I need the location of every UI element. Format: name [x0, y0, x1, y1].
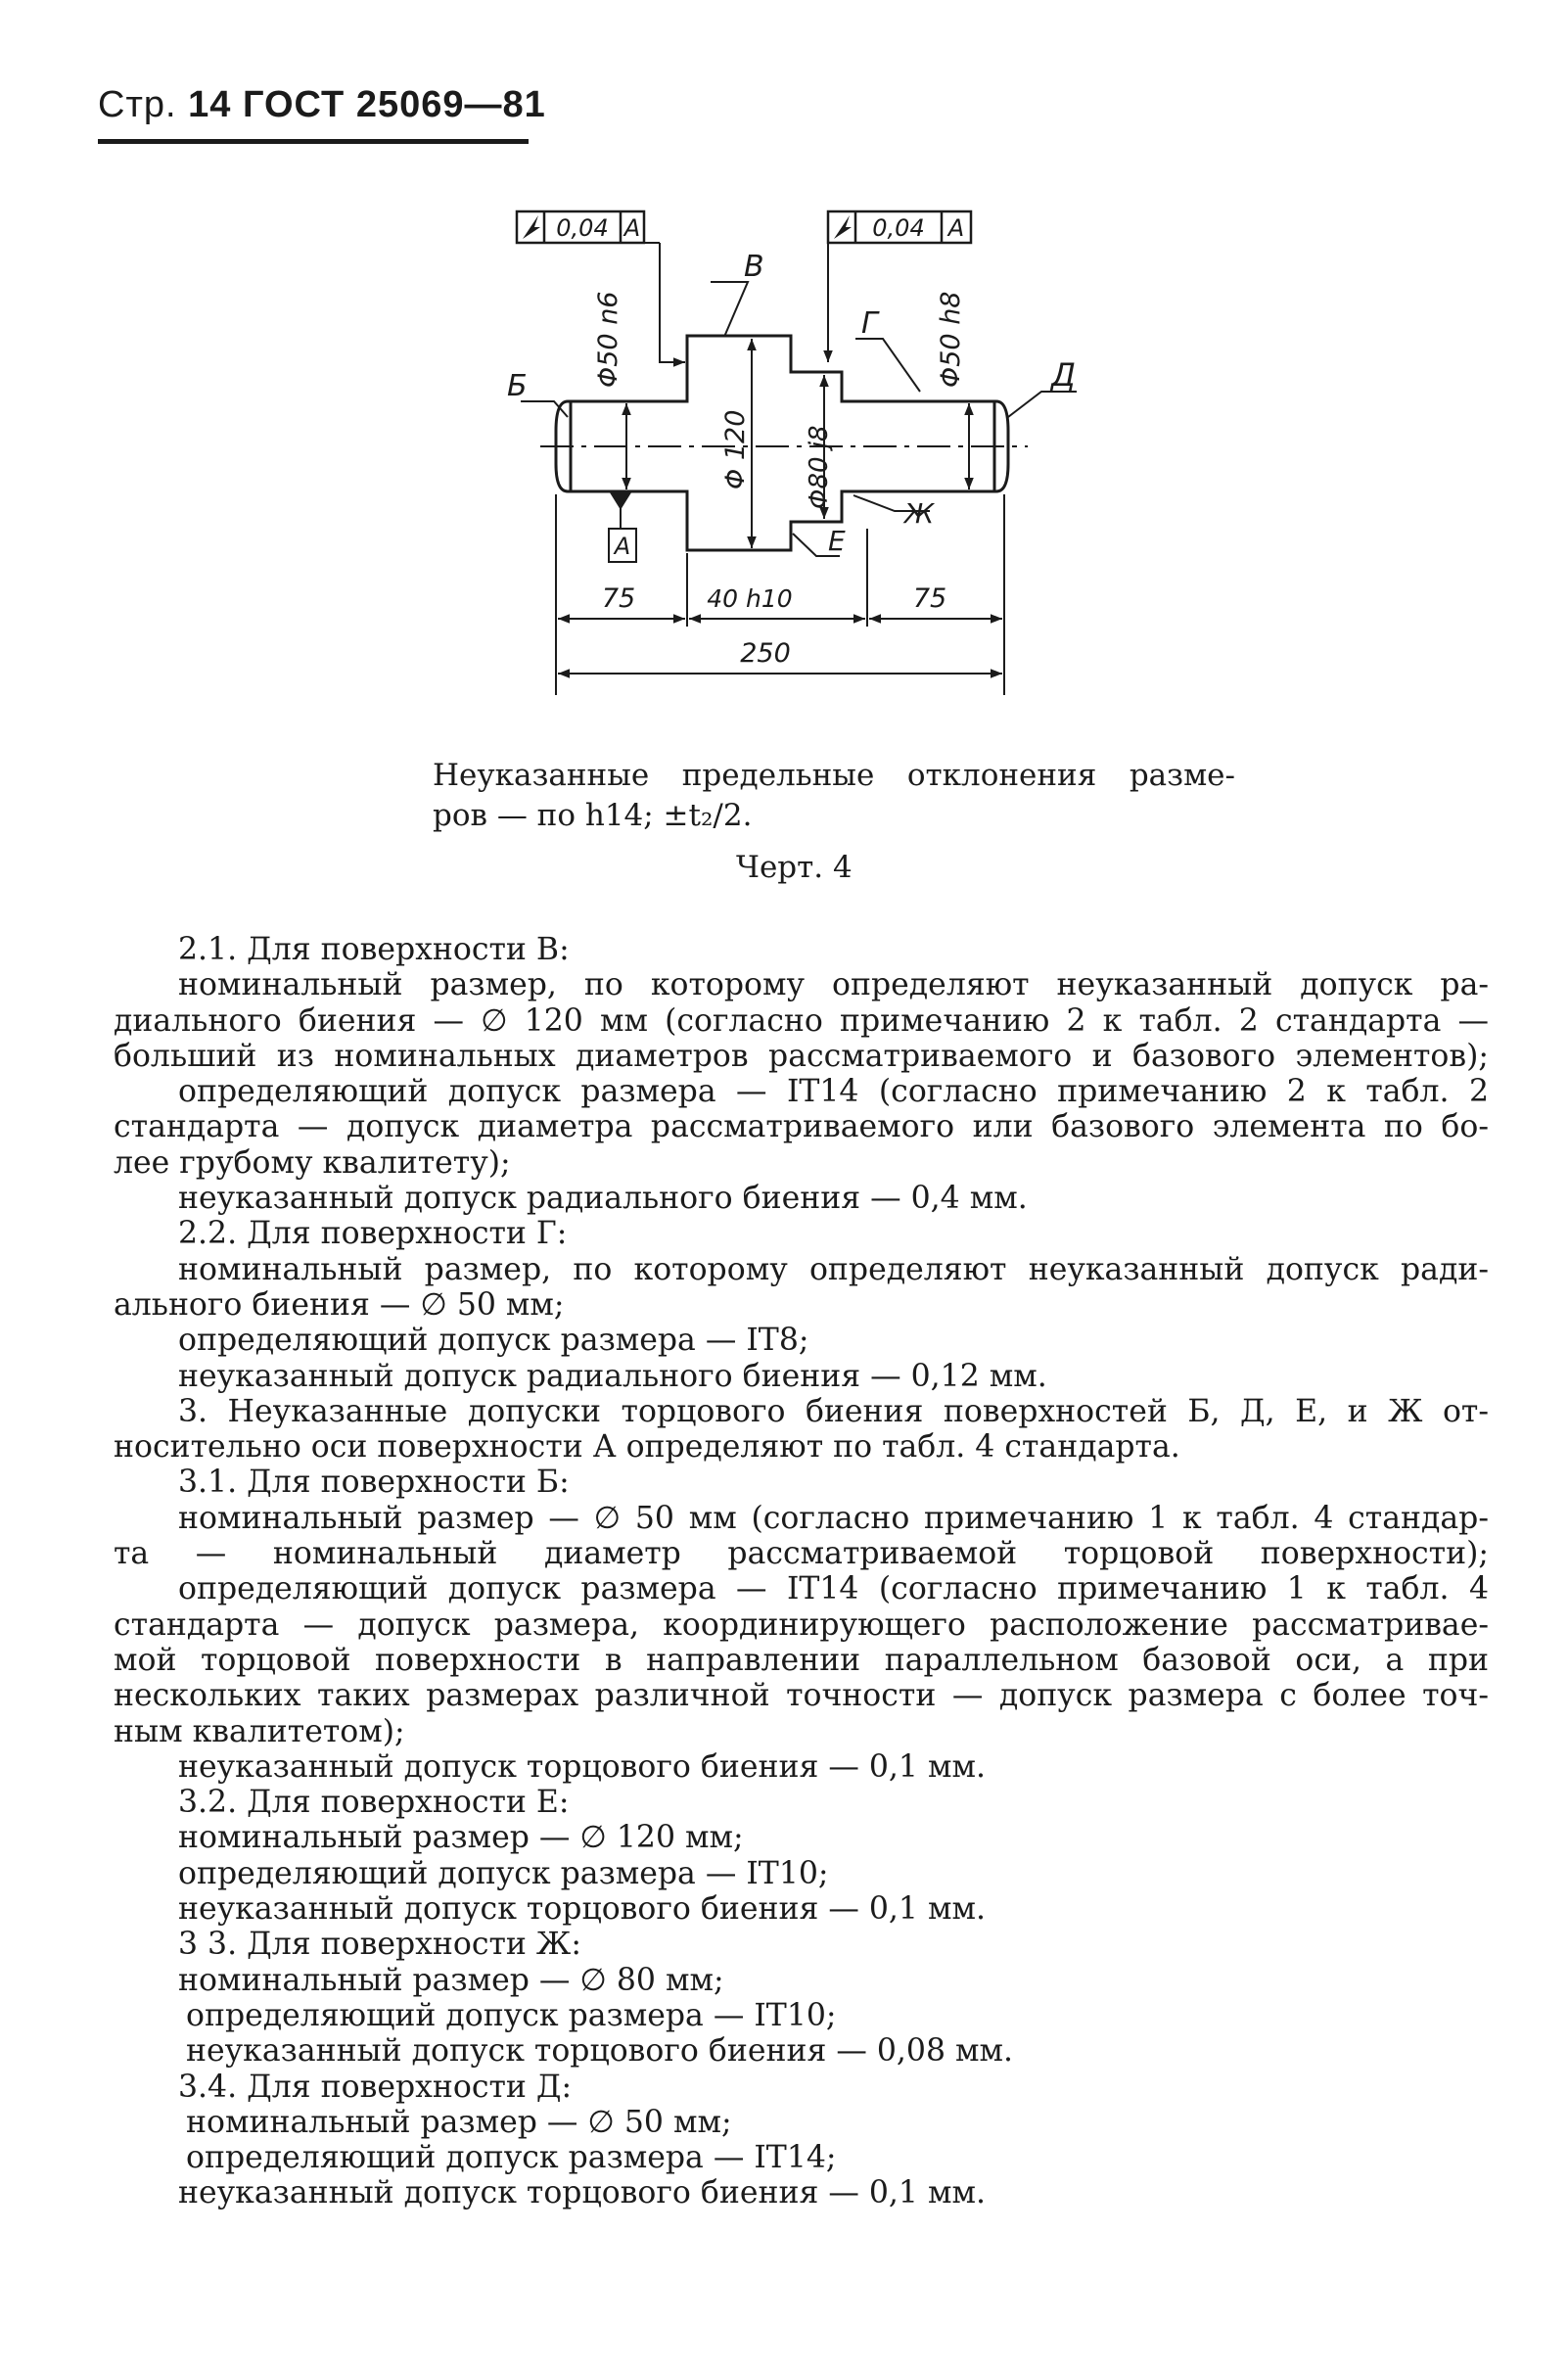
dim-total-length-label: 250: [740, 638, 791, 669]
dim-right-length-label: 75: [912, 583, 947, 614]
runout-symbol-left: [523, 215, 540, 239]
text-line: 2.1. Для поверхности В:: [178, 932, 570, 967]
label-surface-v: В: [744, 250, 764, 284]
text-line: номинальный размер, по которому определяют неуказанный допуск ради-: [178, 1251, 1489, 1287]
body-text: [114, 932, 1489, 2211]
frame-left-datum: А: [623, 214, 641, 242]
text-line: неуказанный допуск радиального биения — 0,4 мм.: [178, 1181, 1028, 1217]
text-line: 3. Неуказанные допуски торцового биения поверхностей Б, Д, Е, и Ж от-: [178, 1393, 1489, 1429]
text-line: та — номинальный диаметр рассматриваемой торцовой поверхности);: [114, 1536, 1489, 1572]
text-line: 2.2. Для поверхности Г:: [178, 1216, 568, 1252]
shaft-drawing: [0, 0, 1568, 744]
text-line: определяющий допуск размера — IT10;: [178, 1855, 829, 1891]
text-line: определяющий допуск размера — IT14;: [186, 2140, 837, 2176]
text-line: номинальный размер — ∅ 80 мм;: [178, 1962, 724, 1998]
dim-right-diameter-label: Φ50 h8: [936, 291, 966, 388]
text-line: определяющий допуск размера — IT14 (согласно примечанию 2 к табл. 2: [178, 1074, 1489, 1110]
label-surface-e: Е: [828, 525, 846, 557]
text-line: нескольких таких размерах различной точности — допуск размера с более точ-: [114, 1678, 1489, 1714]
dim-left-length-label: 75: [601, 583, 636, 614]
dim-center-diameter-label: Φ 120: [720, 409, 751, 489]
text-line: номинальный размер — ∅ 50 мм;: [186, 2104, 732, 2140]
text-line: определяющий допуск размера — IT10;: [186, 1997, 837, 2033]
datum-label: А: [614, 533, 631, 560]
dim-center-length-label: 40 h10: [707, 584, 793, 613]
frame-left-tolerance: 0,04: [556, 214, 609, 242]
text-line: стандарта — допуск диаметра рассматриваемого или базового элемента по бо-: [114, 1109, 1489, 1145]
label-surface-b: Б: [507, 369, 528, 403]
text-line: лее грубому квалитету);: [114, 1144, 511, 1181]
text-line: номинальный размер — ∅ 50 мм (согласно примечанию 1 к табл. 4 стандар-: [178, 1500, 1489, 1536]
standard-number: ГОСТ 25069—81: [242, 84, 546, 125]
caption-line-2: ров — по h14; ±t₂/2.: [433, 798, 753, 833]
text-line: ального биения — ∅ 50 мм;: [114, 1286, 565, 1323]
text-line: 3.2. Для поверхности Е:: [178, 1785, 570, 1821]
text-line: неуказанный допуск радиального биения — 0,12 мм.: [178, 1358, 1047, 1394]
frame-right-datum: А: [947, 214, 965, 242]
dim-collar-diameter-label: Φ80 j8: [805, 425, 834, 509]
text-line: неуказанный допуск торцового биения — 0,08 мм.: [186, 2033, 1014, 2070]
text-line: 3.4. Для поверхности Д:: [178, 2069, 573, 2105]
text-line: номинальный размер — ∅ 120 мм;: [178, 1820, 744, 1856]
text-line: неуказанный допуск торцового биения — 0,1 мм.: [178, 2175, 986, 2211]
text-line: носительно оси поверхности А определяют по табл. 4 стандарта.: [114, 1429, 1180, 1466]
label-surface-d: Д: [1051, 356, 1076, 394]
dim-left-diameter-label: Φ50 n6: [593, 291, 623, 388]
text-line: 3 3. Для поверхности Ж:: [178, 1927, 581, 1963]
label-surface-zh: Ж: [904, 497, 935, 530]
text-line: номинальный размер, по которому определяют неуказанный допуск ра-: [178, 967, 1489, 1003]
text-line: больший из номинальных диаметров рассматриваемого и базового элементов);: [114, 1038, 1489, 1074]
text-line: определяющий допуск размера — IT14 (согласно примечанию 1 к табл. 4: [178, 1571, 1489, 1607]
caption-line-1: Неуказанные предельные отклонения разме-: [433, 758, 1235, 793]
figure-title: Черт. 4: [736, 850, 853, 885]
runout-symbol-right: [834, 215, 852, 239]
text-line: 3.1. Для поверхности Б:: [178, 1465, 570, 1501]
page-number: 14: [188, 84, 232, 125]
figure-caption: [433, 756, 1235, 836]
page-label: Стр.: [98, 84, 177, 125]
label-surface-g: Г: [861, 306, 878, 341]
frame-right-tolerance: 0,04: [872, 214, 925, 242]
text-line: определяющий допуск размера — IT8;: [178, 1323, 809, 1359]
text-line: диального биения — ∅ 120 мм (согласно примечанию 2 к табл. 2 стандарта —: [114, 1002, 1489, 1039]
text-line: ным квалитетом);: [114, 1713, 405, 1749]
text-line: мой торцовой поверхности в направлении параллельном базовой оси, а при: [114, 1642, 1489, 1678]
text-line: неуказанный допуск торцового биения — 0,1 мм.: [178, 1891, 986, 1928]
text-line: стандарта — допуск размера, координирующего расположение рассматривае-: [114, 1606, 1489, 1643]
text-line: неуказанный допуск торцового биения — 0,1 мм.: [178, 1748, 986, 1785]
